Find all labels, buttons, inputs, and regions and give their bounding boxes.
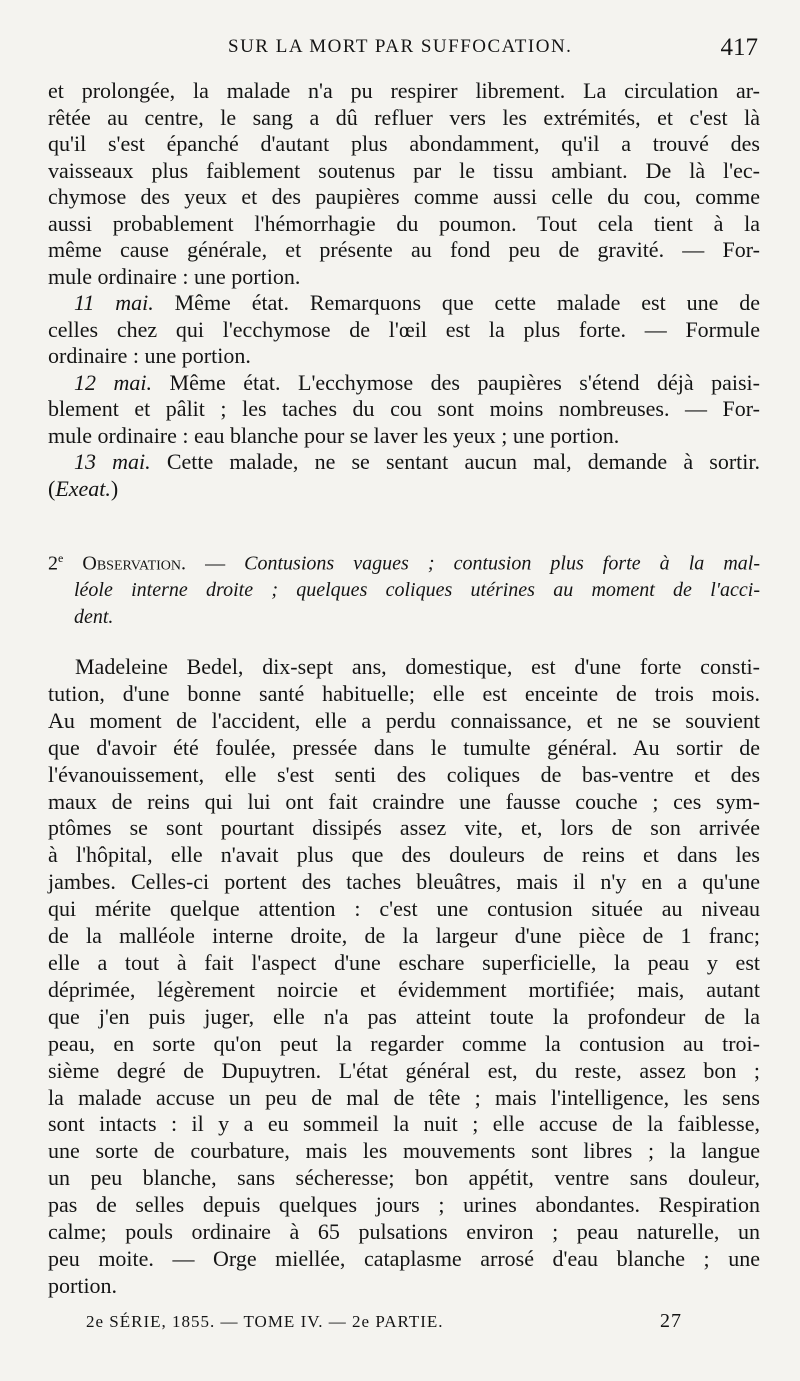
page-number: 417 bbox=[720, 34, 758, 61]
observation-line bbox=[48, 545, 760, 577]
entry-13-mai bbox=[48, 449, 760, 476]
entry-date: 13 mai. bbox=[74, 449, 151, 474]
text-line: qui mérite quelque attention : c'est une contusion située au niveau bbox=[48, 896, 760, 922]
text-line: portion. bbox=[48, 1272, 118, 1298]
text-line: que d'avoir été foulée, pressée dans le tumulte général. Au sortir de bbox=[48, 734, 760, 760]
observation-body bbox=[48, 654, 760, 1300]
observation-number: 2 bbox=[48, 552, 58, 575]
text-line: chymose des yeux et des paupières comme aussi celle du cou, comme bbox=[48, 184, 760, 209]
text-line: maux de reins qui lui ont fait craindre une fausse couche ; ces sym- bbox=[48, 788, 760, 814]
entry-text: Même état. Remarquons que cette malade est une de bbox=[153, 290, 760, 315]
text-line: rêtée au centre, le sang a dû refluer vers les extrémités, et c'est là bbox=[48, 104, 760, 130]
text-line: ordinaire : une portion. bbox=[48, 343, 251, 368]
observation-sup: e bbox=[58, 551, 64, 565]
entry-text: Cette malade, ne se sentant aucun mal, demande à sortir. bbox=[150, 449, 760, 474]
text-line: aussi probablement l'hémorrhagie du poumon. Tout cela tient à la bbox=[48, 210, 760, 236]
footer-signature: 2e SÉRIE, 1855. — TOME IV. — 2e PARTIE. bbox=[86, 1312, 444, 1331]
entry-date: 12 mai. bbox=[74, 369, 153, 395]
text-line: sième degré de Dupuytren. L'état général est, du reste, assez bon ; bbox=[48, 1057, 760, 1083]
text-line: sont intacts : il y a eu sommeil la nuit ; elle accuse de la faiblesse, bbox=[48, 1111, 760, 1137]
text-line bbox=[48, 577, 760, 604]
observation-label: Observation. — bbox=[63, 552, 245, 575]
text-line: un peu blanche, sans sécheresse; bon appétit, ventre sans douleur, bbox=[48, 1165, 760, 1191]
text-line: Madeleine Bedel, dix-sept ans, domestique, est d'une forte consti- bbox=[75, 654, 760, 679]
exeat-open: ( bbox=[48, 475, 56, 501]
text-line: de la malléole interne droite, de la largeur d'une pièce de 1 franc; bbox=[48, 923, 760, 949]
text-line: une sorte de courbature, mais les mouvements sont libres ; la langue bbox=[48, 1138, 760, 1164]
text-line: à l'hôpital, elle n'avait plus que des douleurs de reins et dans les bbox=[48, 842, 760, 868]
entry-11-mai bbox=[48, 290, 760, 317]
text-line: jambes. Celles-ci portent des taches bleuâtres, mais il n'y en a qu'une bbox=[48, 869, 760, 895]
text-line: peau, en sorte qu'on peut la regarder comme la contusion au troi- bbox=[48, 1030, 760, 1056]
entry-date: 11 mai. bbox=[74, 290, 154, 315]
text-line: tution, d'une bonne santé habituelle; elle est enceinte de trois mois. bbox=[48, 680, 760, 706]
text-line: que j'en puis juger, elle n'a pas atteint toute la profondeur de la bbox=[48, 1003, 760, 1029]
text-line: mule ordinaire : eau blanche pour se laver les yeux ; une portion. bbox=[48, 422, 620, 448]
observation-heading bbox=[48, 545, 760, 630]
entry-12-mai bbox=[48, 370, 760, 397]
text-line: celles chez qui l'ecchymose de l'œil est la plus forte. — Formule bbox=[48, 316, 760, 342]
running-head bbox=[48, 34, 758, 64]
text-line: et prolongée, la malade n'a pu respirer librement. La circulation ar- bbox=[48, 78, 760, 103]
observation-title: léole interne droite ; quelques coliques utérines au moment de l'acci- bbox=[74, 579, 760, 602]
text-line: ptômes se sont pourtant dissipés assez vite, et, lors de son arrivée bbox=[48, 815, 760, 841]
entry-text: Même état. L'ecchymose des paupières s'étend déjà paisi- bbox=[152, 369, 760, 395]
observation-title: Contusions vagues ; contusion plus forte à la mal- bbox=[244, 552, 760, 575]
text-line: blement et pâlit ; les taches du cou sont moins nombreuses. — For- bbox=[48, 396, 760, 421]
sheet-number: 27 bbox=[660, 1310, 682, 1332]
running-title: SUR LA MORT PAR SUFFOCATION. bbox=[228, 36, 573, 57]
text-line: Au moment de l'accident, elle a perdu connaissance, et ne se souvient bbox=[48, 707, 760, 733]
text-line: calme; pouls ordinaire à 65 pulsations environ ; peau naturelle, un bbox=[48, 1219, 760, 1245]
text-line: l'évanouissement, elle s'est senti des coliques de bas-ventre et des bbox=[48, 761, 760, 787]
text-line: peu moite. — Orge miellée, cataplasme arrosé d'eau blanche ; une bbox=[48, 1245, 760, 1271]
observation-title: dent. bbox=[74, 605, 114, 628]
exeat-line bbox=[48, 476, 760, 503]
exeat: Exeat. bbox=[55, 475, 111, 501]
text-line: mule ordinaire : une portion. bbox=[48, 263, 301, 289]
text-line: déprimée, légèrement noircie et évidemment mortifiée; mais, autant bbox=[48, 976, 760, 1002]
exeat-close: ) bbox=[110, 475, 119, 501]
text-line: qu'il s'est épanché d'autant plus abondamment, qu'il a trouvé des bbox=[48, 131, 760, 156]
text-line: vaisseaux plus faiblement soutenus par le tissu ambiant. De là l'ec- bbox=[48, 157, 760, 183]
paragraph-continuation bbox=[48, 78, 760, 502]
text-line: pas de selles depuis quelques jours ; urines abondantes. Respiration bbox=[48, 1192, 760, 1218]
text-line bbox=[48, 604, 760, 631]
text-line: la malade accuse un peu de mal de tête ; mais l'intelligence, les sens bbox=[48, 1084, 760, 1110]
text-line: même cause générale, et présente au fond peu de gravité. — For- bbox=[48, 237, 760, 262]
text-line: elle a tout à fait l'aspect d'une eschare superficielle, la peau y est bbox=[48, 949, 760, 975]
